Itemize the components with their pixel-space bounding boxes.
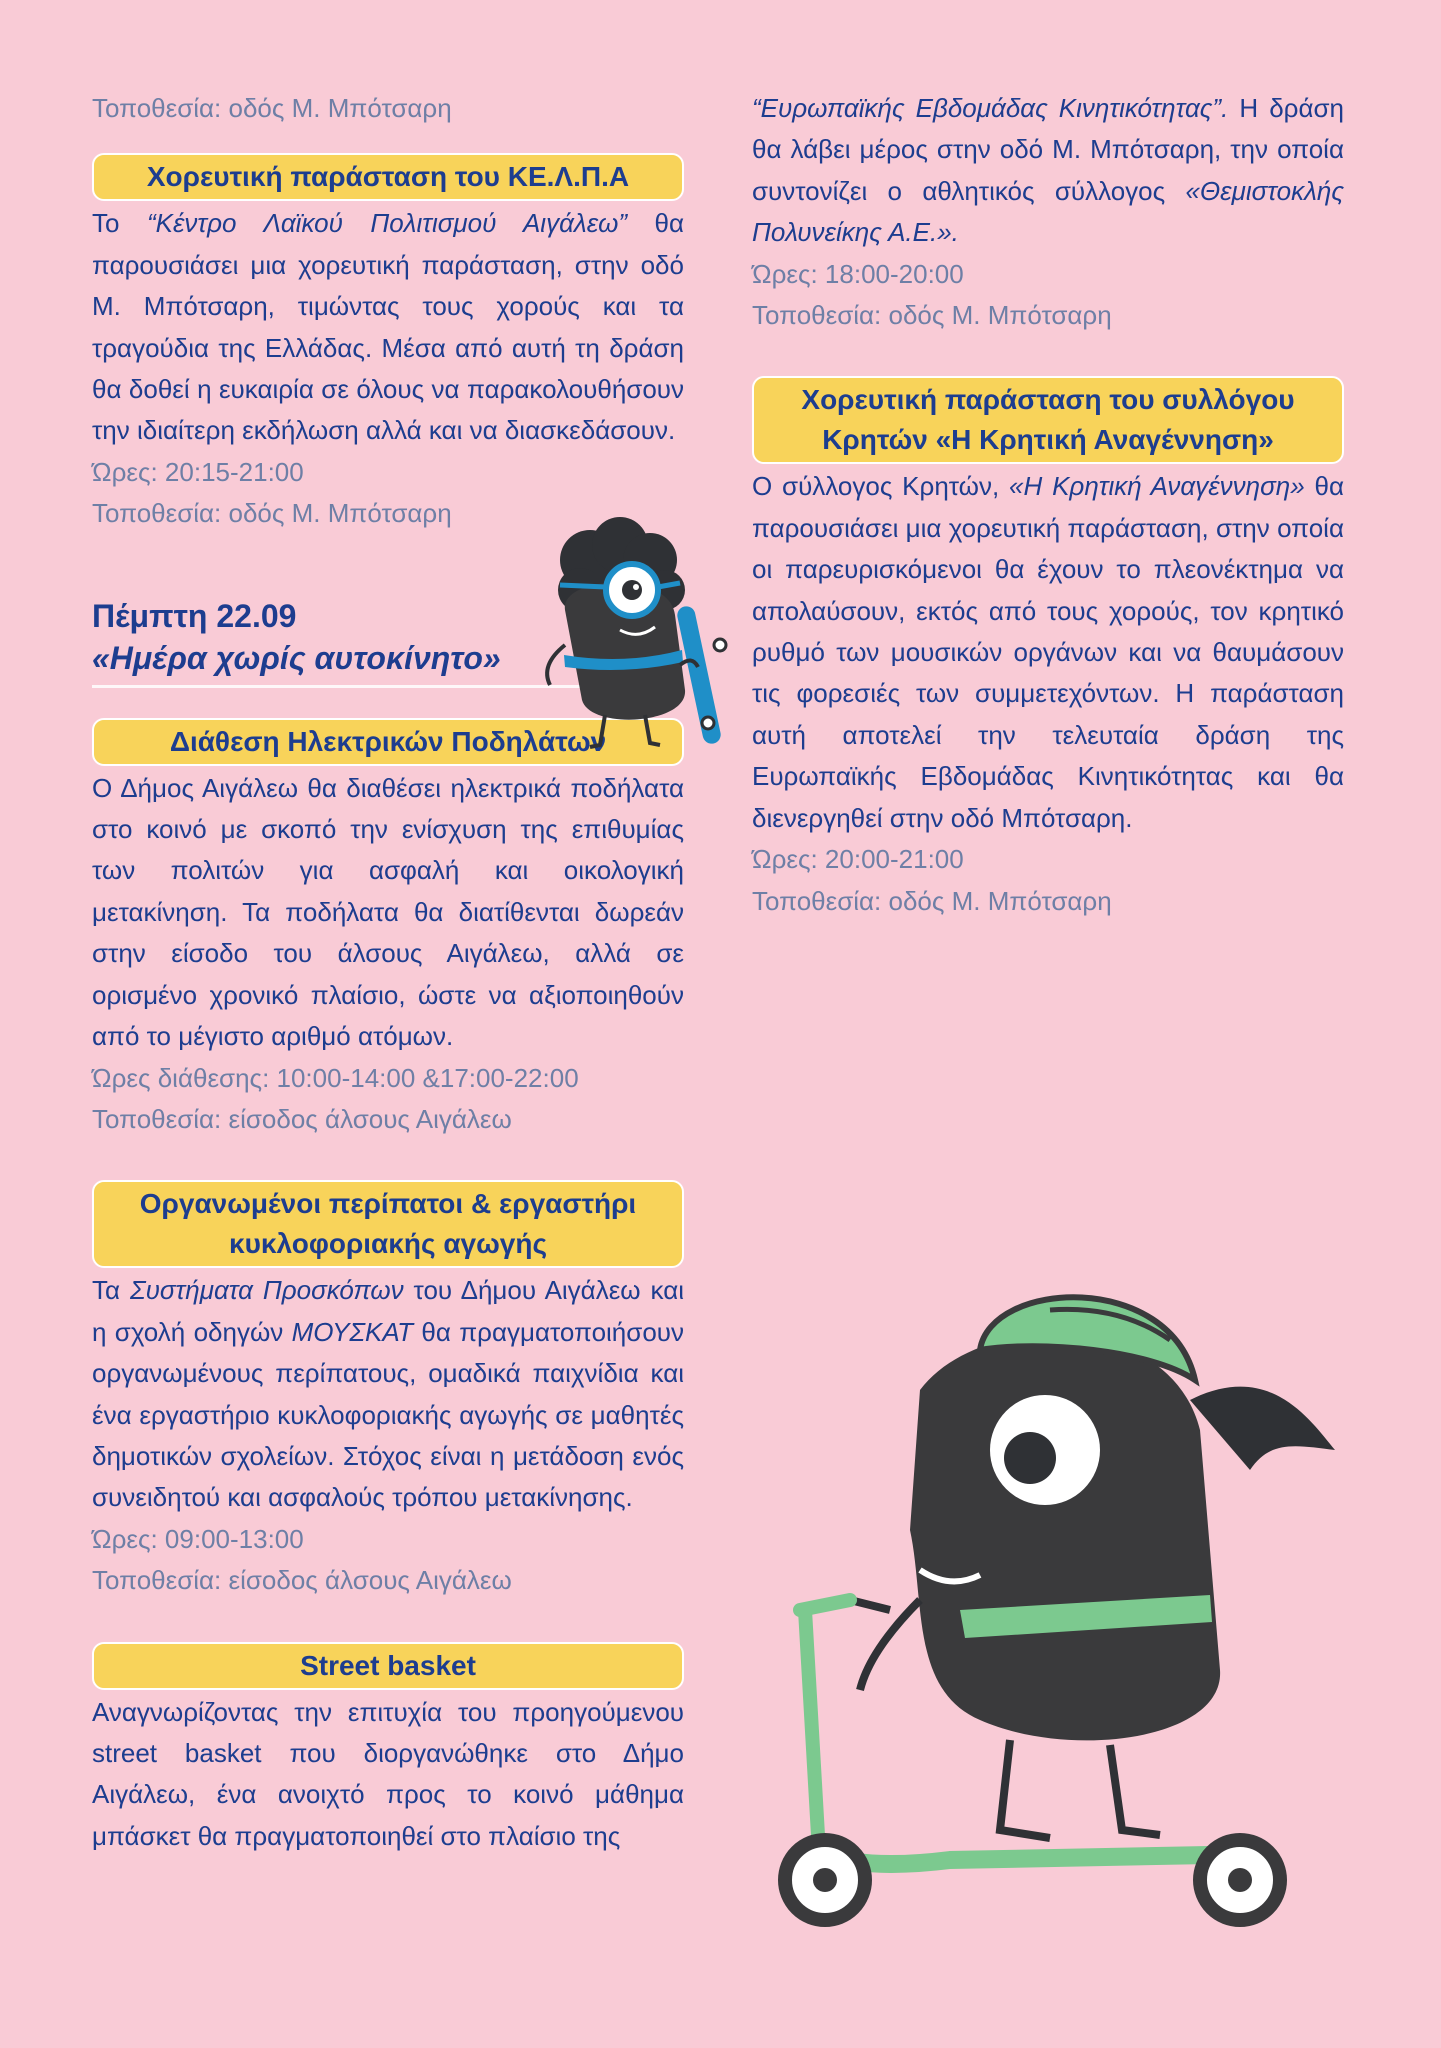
- kelpa-title-box: Χορευτική παράσταση του ΚΕ.Λ.Π.Α: [92, 153, 684, 201]
- walks-text: Τα Συστήματα Προσκόπων του Δήμου Αιγάλεω και η σχολή οδηγών ΜΟΥΣΚΑΤ θα πραγματοποιήσουν οργανωμένους περίπατους, ομαδικά παιχνίδια και ένα εργαστήριο κυκλοφοριακής αγωγής σε μαθητές δημοτικών σχολείων. Στόχος είναι η μετάδοση ενός συνειδητού και ασφαλούς τρόπου μετακίνησης.: [92, 1275, 685, 1513]
- cretan-title-box: Χορευτική παράσταση του συλλόγου Κρητών «Η Κρητική Αναγέννηση»: [752, 376, 1344, 464]
- cretan-location: Τοποθεσία: οδός Μ. Μπότσαρη: [752, 885, 1112, 916]
- kelpa-text: Το “Κέντρο Λαϊκού Πολιτισμού Αιγάλεω” θα παρουσιάσει μια χορευτική παράσταση, στην οδό Μ. Μπότσαρη, τιμώντας τους χορούς και τα τραγούδια της Ελλάδας. Μέσα από αυτή τη δράση θα δοθεί η ευκαιρία σε όλους να παρακολουθήσουν την ιδιαίτερη εκδήλωση αλλά και να διασκεδάσουν.: [92, 208, 685, 446]
- bikes-hours: Ώρες διάθεσης: 10:00-14:00 &17:00-22:00: [92, 1062, 579, 1093]
- walks-location: Τοποθεσία: είσοδος άλσους Αιγάλεω: [92, 1565, 512, 1596]
- basket-title-box: Street basket: [92, 1642, 684, 1690]
- cretan-hours: Ώρες: 20:00-21:00: [752, 844, 964, 875]
- kelpa-hours: Ώρες: 20:15-21:00: [92, 456, 304, 487]
- bikes-title-box: Διάθεση Ηλεκτρικών Ποδηλάτων: [92, 718, 684, 766]
- basket-hours: Ώρες: 18:00-20:00: [752, 258, 964, 289]
- bikes-text: Ο Δήμος Αιγάλεω θα διαθέσει ηλεκτρικά ποδήλατα στο κοινό με σκοπό την ενίσχυση της επιθυμίας των πολιτών για ασφαλή και οικολογική μετακίνηση. Τα ποδήλατα θα διατίθενται δωρεάν στην είσοδο του άλσους Αιγάλεω, αλλά σε ορισμένο χρονικό πλαίσιο, ώστε να αξιοποιηθούν από το μέγιστο αριθμό ατόμων.: [92, 772, 684, 1052]
- skateboard-mascot-icon: [520, 515, 740, 755]
- basket-text: Αναγνωρίζοντας την επιτυχία του προηγούμενου street basket που διοργανώθηκε στο Δήμο Αιγάλεω, ένα ανοιχτό προς το κοινό μάθημα μπάσκετ θα πραγματοποιηθεί στο πλαίσιο της: [92, 1696, 684, 1851]
- top-location: Τοποθεσία: οδός Μ. Μπότσαρη: [92, 93, 452, 123]
- day-title: Πέμπτη 22.09: [92, 597, 297, 634]
- walks-hours: Ώρες: 09:00-13:00: [92, 1523, 304, 1554]
- scooter-mascot-icon: [750, 1270, 1350, 1950]
- basket-continued-text: “Ευρωπαϊκής Εβδομάδας Κινητικότητας”. Η δράση θα λάβει μέρος στην οδό Μ. Μπότσαρη, την οποία συντονίζει ο αθλητικός σύλλογος «Θεμιστοκλής Πολυνείκης Α.Ε.».: [752, 93, 1345, 248]
- walks-title-box: Οργανωμένοι περίπατοι & εργαστήρι κυκλοφοριακής αγωγής: [92, 1180, 684, 1268]
- day-subtitle: «Ημέρα χωρίς αυτοκίνητο»: [92, 639, 501, 676]
- cretan-text: Ο σύλλογος Κρητών, «Η Κρητική Αναγέννηση» θα παρουσιάσει μια χορευτική παράσταση, στην οποία οι παρευρισκόμενοι θα έχουν το πλεονέκτημα να απολαύσουν, εκτός από τους χορούς, τον κρητικό ρυθμό των μουσικών οργάνων και να θαυμάσουν τις φορεσιές των συμμετεχόντων. Η παράσταση αυτή αποτελεί την τελευταία δράση της Ευρωπαϊκής Εβδομάδας Κινητικότητας και θα διενεργηθεί στην οδό Μπότσαρη.: [752, 471, 1344, 833]
- left-column: [92, 88, 684, 1857]
- kelpa-location: Τοποθεσία: οδός Μ. Μπότσαρη: [92, 498, 452, 529]
- basket-location: Τοποθεσία: οδός Μ. Μπότσαρη: [752, 300, 1112, 331]
- right-column: [752, 88, 1344, 922]
- bikes-location: Τοποθεσία: είσοδος άλσους Αιγάλεω: [92, 1103, 512, 1134]
